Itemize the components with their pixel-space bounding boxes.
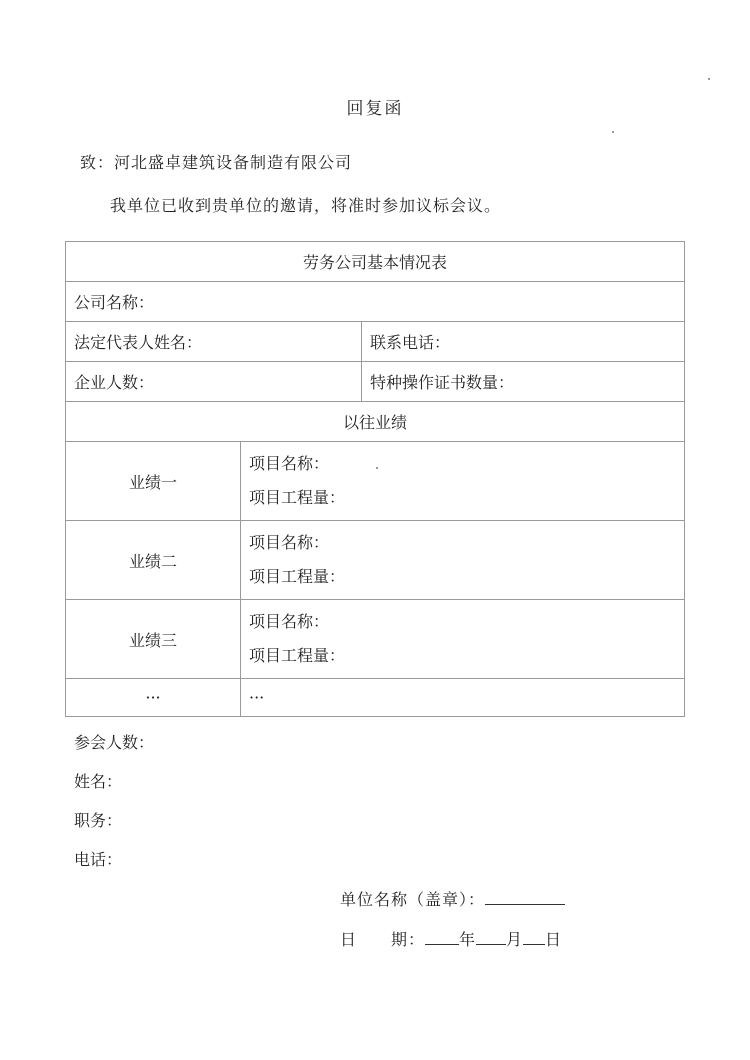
ellipsis-right: ···	[241, 679, 685, 717]
day-blank[interactable]	[523, 928, 545, 945]
date-line	[340, 927, 562, 950]
performance-detail[interactable]	[241, 442, 685, 521]
year-blank[interactable]	[425, 928, 459, 945]
table-heading: 劳务公司基本情况表	[66, 242, 685, 282]
project-volume-field[interactable]: 项目工程量：	[249, 567, 346, 586]
project-volume-field[interactable]: 项目工程量：	[249, 488, 346, 507]
body-text: 我单位已收到贵单位的邀请，将准时参加议标会议。	[110, 196, 502, 215]
ellipsis-row	[66, 679, 685, 717]
unit-name-line	[340, 887, 565, 910]
performance-label: 业绩三	[66, 600, 241, 679]
past-performance-heading: 以往业绩	[66, 402, 685, 442]
recipient-line	[80, 150, 352, 173]
scan-speck	[708, 78, 710, 80]
day-label: 日	[545, 930, 563, 949]
performance-label: 业绩二	[66, 521, 241, 600]
company-info-table	[65, 241, 685, 717]
attendee-count-field[interactable]: 参会人数：	[74, 733, 155, 752]
contact-phone-field[interactable]: 联系电话：	[362, 322, 685, 362]
unit-name-blank[interactable]	[485, 888, 565, 905]
performance-label: 业绩一	[66, 442, 241, 521]
month-blank[interactable]	[476, 928, 506, 945]
performance-row	[66, 600, 685, 679]
attendance-section	[74, 728, 154, 884]
scan-speck	[612, 131, 614, 133]
scan-speck	[376, 467, 378, 469]
performance-detail[interactable]	[241, 600, 685, 679]
legal-rep-field[interactable]: 法定代表人姓名：	[66, 322, 362, 362]
year-label: 年	[459, 930, 477, 949]
month-label: 月	[506, 930, 524, 949]
attendee-phone-field[interactable]: 电话：	[74, 850, 123, 869]
special-cert-field[interactable]: 特种操作证书数量：	[362, 362, 685, 402]
project-name-field[interactable]: 项目名称：	[249, 454, 330, 473]
project-volume-field[interactable]: 项目工程量：	[249, 646, 346, 665]
performance-row	[66, 442, 685, 521]
performance-detail[interactable]	[241, 521, 685, 600]
attendee-position-field[interactable]: 职务：	[74, 811, 123, 830]
recipient-label: 致：	[80, 153, 115, 172]
unit-name-label: 单位名称（盖章）：	[340, 890, 486, 909]
ellipsis-left: ···	[66, 679, 241, 717]
date-label: 日 期：	[340, 930, 426, 949]
project-name-field[interactable]: 项目名称：	[249, 612, 330, 631]
company-name-field[interactable]: 公司名称：	[66, 282, 685, 322]
document-title: 回复函	[346, 99, 404, 119]
project-name-field[interactable]: 项目名称：	[249, 533, 330, 552]
recipient-company: 河北盛卓建筑设备制造有限公司	[114, 153, 353, 172]
attendee-name-field[interactable]: 姓名：	[74, 772, 123, 791]
performance-row	[66, 521, 685, 600]
employee-count-field[interactable]: 企业人数：	[66, 362, 362, 402]
